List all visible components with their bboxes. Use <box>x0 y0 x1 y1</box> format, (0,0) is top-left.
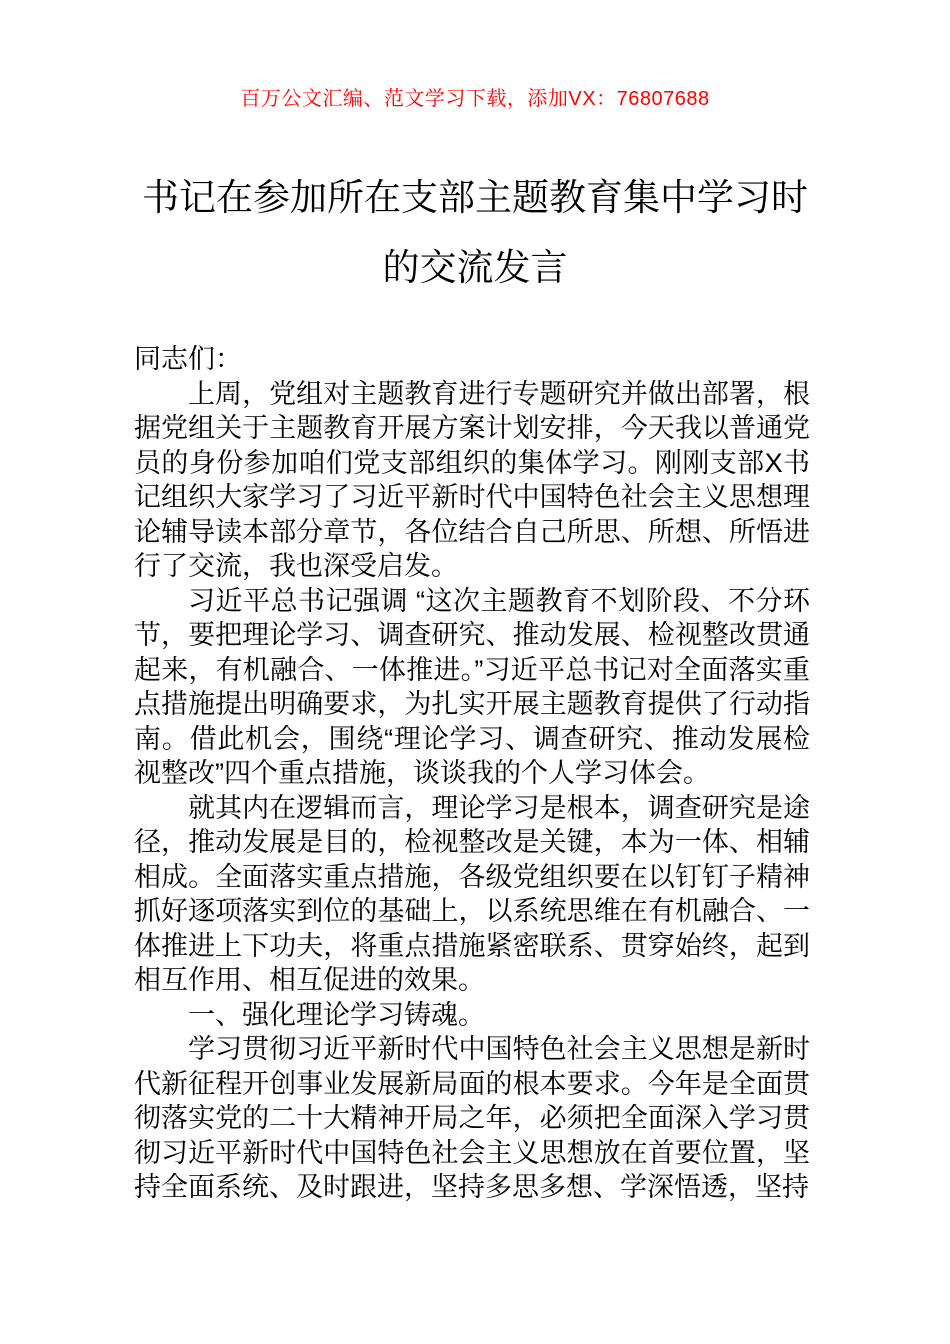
paragraph: 就其内在逻辑而言，理论学习是根本，调查研究是途径，推动发展是目的，检视整改是关键，本为一体、相辅相成。全面落实重点措施，各级党组织要在以钉钉子精神抓好逐项落实到位的基础上，以系统思维在有机融合、一体推进上下功夫，将重点措施紧密联系、贯穿始终，起到相互作用、相互促进的效果。 <box>134 792 810 995</box>
section-heading: 一、强化理论学习铸魂。 <box>188 999 485 1030</box>
document-title <box>135 163 815 303</box>
paragraph: 学习贯彻习近平新时代中国特色社会主义思想是新时代新征程开创事业发展新局面的根本要求。今年是全面贯彻落实党的二十大精神开局之年，必须把全面深入学习贯彻习近平新时代中国特色社会主义思想放在首要位置，坚持全面系统、及时跟进，坚持多思多想、学深悟透，坚持 <box>134 1034 810 1202</box>
document-title-line-1: 书记在参加所在支部主题教育集中学习时 <box>142 177 808 218</box>
paragraph: 上周，党组对主题教育进行专题研究并做出部署，根据党组关于主题教育开展方案计划安排，今天我以普通党员的身份参加咱们党支部组织的集体学习。刚刚支部X书记组织大家学习了习近平新时代中国特色社会主义思想理论辅导读本部分章节，各位结合自己所思、所想、所悟进行了交流，我也深受启发。 <box>134 378 810 581</box>
document-title-line-2: 的交流发言 <box>382 247 568 288</box>
salutation: 同志们： <box>134 344 242 374</box>
promo-banner: 百万公文汇编、范文学习下载，添加VX：76807688 <box>240 88 710 110</box>
paragraph: 习近平总书记强调 “这次主题教育不划阶段、不分环节，要把理论学习、调查研究、推动发展、检视整改贯通起来，有机融合、一体推进。”习近平总书记对全面落实重点措施提出明确要求，为扎实开展主题教育提供了行动指南。借此机会，围绕“理论学习、调查研究、推动发展检视整改”四个重点措施，谈谈我的个人学习体会。 <box>134 585 810 788</box>
document-body <box>134 342 810 1205</box>
